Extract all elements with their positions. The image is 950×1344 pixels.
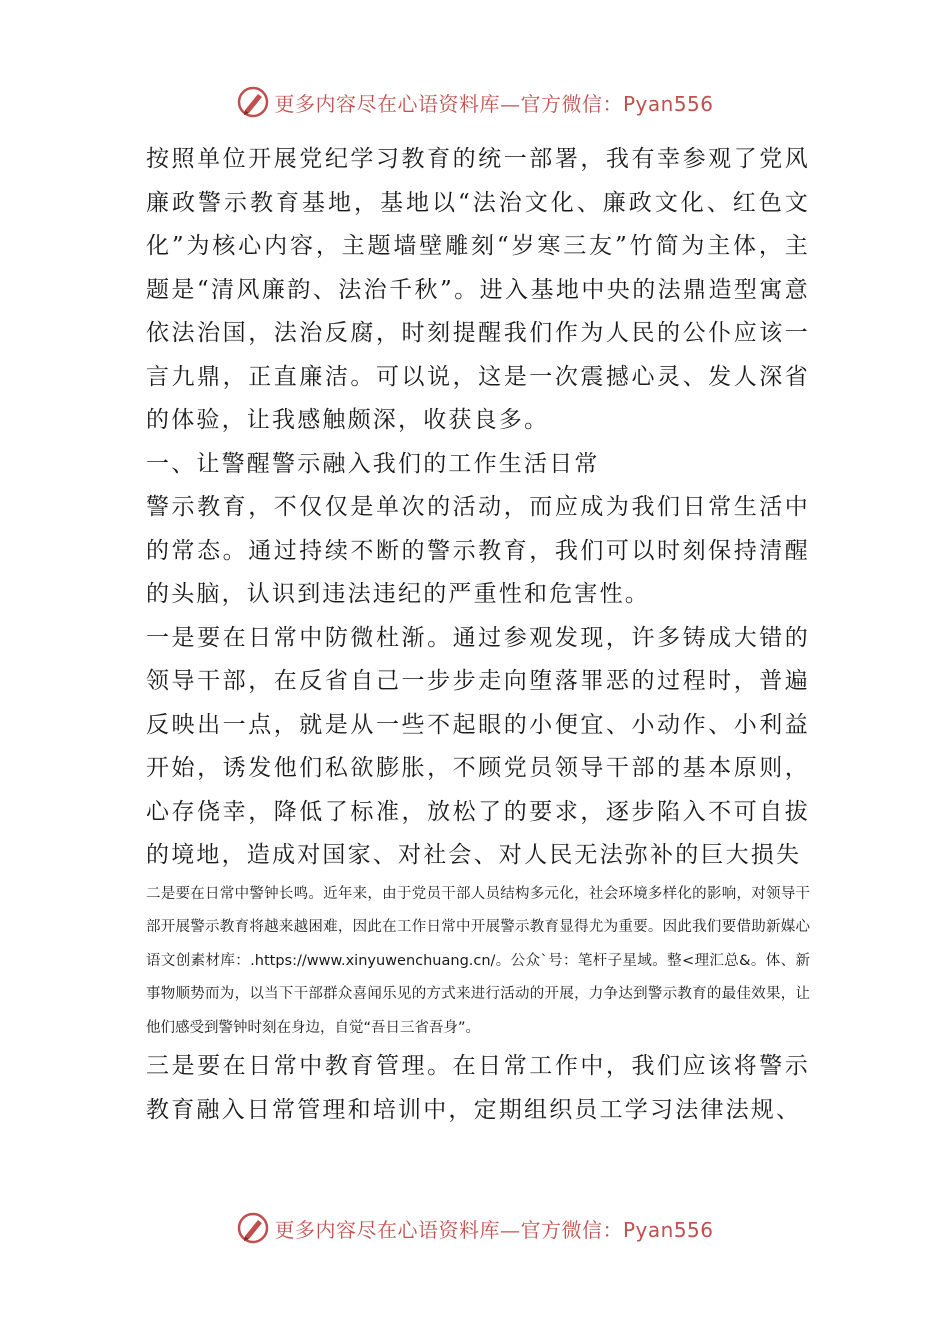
header-banner <box>0 82 950 122</box>
paragraph-point-two: 二是要在日常中警钟长鸣。近年来，由于党员干部人员结构多元化，社会环境多样化的影响，对领导干部开展警示教育将越来越困难，因此在工作日常中开展警示教育显得尤为重要。因此我们要借助新媒心语文创素材库：.https://www.xinyuwenchuang.cn/。公众`号：笔杆子星域。整<理汇总&。体、新事物顺势而为，以当下干部群众喜闻乐见的方式来进行活动的开展，力争达到警示教育的最佳效果，让他们感受到警钟时刻在身边，自觉“吾日三省吾身”。 <box>146 885 810 1036</box>
wechat-handle: Pyan556 <box>622 1217 714 1242</box>
paragraph-point-one: 一是要在日常中防微杜渐。通过参观发现，许多铸成大错的领导干部，在反省自己一步步走向堕落罪恶的过程时，普遍反映出一点，就是从一些不起眼的小便宜、小动作、小利益开始，诱发他们私欲膨胀，不顾党员领导干部的基本原则，心存侥幸，降低了标准，放松了的要求，逐步陷入不可自拔的境地，造成对国家、对社会、对人民无法弥补的巨大损失 <box>146 624 810 868</box>
section-heading: 一、让警醒警示融入我们的工作生活日常 <box>146 450 600 477</box>
document-body <box>146 138 810 1132</box>
footer-banner-text: 更多内容尽在心语资料库—官方微信：Pyan556 <box>274 1217 714 1242</box>
paragraph-warning-education: 警示教育，不仅仅是单次的活动，而应成为我们日常生活中的常态。通过持续不断的警示教育，我们可以时刻保持清醒的头脑，认识到违法违纪的严重性和危害性。 <box>146 494 810 607</box>
pen-logo-icon <box>236 85 270 119</box>
paragraph-intro: 按照单位开展党纪学习教育的统一部署，我有幸参观了党风廉政警示教育基地，基地以“法治文化、廉政文化、红色文化”为核心内容，主题墙壁雕刻“岁寒三友”竹简为主体，主题是“清风廉韵、法治千秋”。进入基地中央的法鼎造型寓意依法治国，法治反腐，时刻提醒我们作为人民的公仆应该一言九鼎，正直廉洁。可以说，这是一次震撼心灵、发人深省的体验，让我感触颇深，收获良多。 <box>146 146 810 433</box>
wechat-handle: Pyan556 <box>622 91 714 116</box>
footer-banner <box>0 1208 950 1248</box>
paragraph-point-three: 三是要在日常中教育管理。在日常工作中，我们应该将警示教育融入日常管理和培训中，定期组织员工学习法律法规、 <box>146 1053 810 1123</box>
pen-logo-icon <box>236 1211 270 1245</box>
header-banner-text: 更多内容尽在心语资料库—官方微信：Pyan556 <box>274 91 714 116</box>
